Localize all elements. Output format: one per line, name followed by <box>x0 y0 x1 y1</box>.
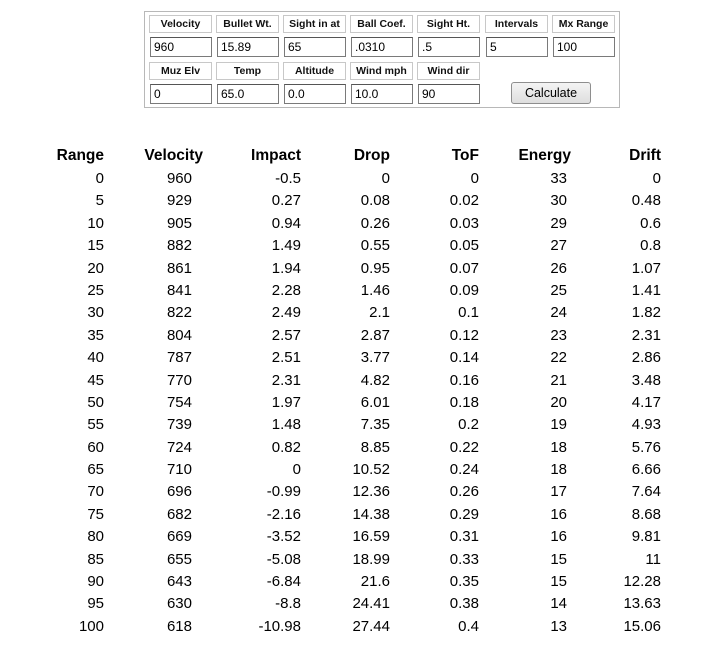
cell-impact: 1.97 <box>271 393 301 411</box>
cell-drift: 6.66 <box>631 461 661 479</box>
cell-energy: 13 <box>550 617 567 635</box>
cell-drop: 18.99 <box>352 550 390 568</box>
cell-drop: 6.01 <box>360 393 390 411</box>
cell-range: 50 <box>87 393 104 411</box>
cell-impact: -8.8 <box>275 595 301 613</box>
cell-impact: 0.82 <box>271 438 301 456</box>
cell-energy: 16 <box>550 528 567 546</box>
cell-drop: 4.82 <box>360 371 390 389</box>
table-row <box>0 370 703 392</box>
intervals-input[interactable] <box>486 37 548 57</box>
cell-drop: 0 <box>381 170 390 187</box>
altitude-label: Altitude <box>283 62 346 80</box>
cell-impact: 2.57 <box>271 326 301 344</box>
sight-in-input[interactable] <box>284 37 346 57</box>
cell-drift: 4.17 <box>631 393 661 411</box>
cell-impact: -5.08 <box>266 550 301 568</box>
table-row <box>0 280 703 302</box>
cell-tof: 0.26 <box>449 483 479 501</box>
cell-range: 80 <box>87 528 104 546</box>
cell-tof: 0.16 <box>449 371 479 389</box>
cell-energy: 22 <box>550 349 567 367</box>
cell-energy: 20 <box>550 393 567 411</box>
cell-range: 30 <box>87 304 104 322</box>
cell-range: 25 <box>87 281 104 299</box>
cell-velocity: 882 <box>166 237 192 255</box>
cell-energy: 26 <box>550 259 567 277</box>
cell-range: 85 <box>87 550 104 568</box>
table-row <box>0 616 703 638</box>
cell-velocity: 861 <box>166 259 192 277</box>
header-impact: Impact <box>251 147 301 164</box>
cell-drift: 5.76 <box>631 438 661 456</box>
cell-tof: 0.18 <box>449 393 479 411</box>
cell-tof: 0.12 <box>449 326 479 344</box>
cell-drift: 13.63 <box>623 595 661 613</box>
cell-drift: 12.28 <box>623 573 661 591</box>
table-row <box>0 571 703 593</box>
cell-tof: 0.07 <box>449 259 479 277</box>
cell-velocity: 754 <box>166 393 192 411</box>
wind-direction-input[interactable] <box>418 84 480 104</box>
cell-drift: 0 <box>652 170 661 187</box>
cell-velocity: 929 <box>166 192 192 210</box>
cell-impact: 1.48 <box>271 416 301 434</box>
cell-drop: 14.38 <box>352 505 390 523</box>
table-row <box>0 593 703 615</box>
cell-drop: 3.77 <box>360 349 390 367</box>
cell-drift: 1.07 <box>631 259 661 277</box>
cell-velocity: 724 <box>166 438 192 456</box>
cell-velocity: 696 <box>166 483 192 501</box>
cell-velocity: 960 <box>166 170 192 187</box>
cell-range: 70 <box>87 483 104 501</box>
cell-tof: 0.14 <box>449 349 479 367</box>
cell-range: 0 <box>95 170 104 187</box>
cell-range: 15 <box>87 237 104 255</box>
table-row <box>0 213 703 235</box>
cell-range: 75 <box>87 505 104 523</box>
cell-range: 95 <box>87 595 104 613</box>
cell-velocity: 630 <box>166 595 192 613</box>
cell-drop: 0.08 <box>360 192 390 210</box>
table-row <box>0 347 703 369</box>
cell-drift: 4.93 <box>631 416 661 434</box>
table-row <box>0 258 703 280</box>
table-row <box>0 302 703 324</box>
cell-drop: 1.46 <box>360 281 390 299</box>
table-row <box>0 549 703 571</box>
cell-drop: 8.85 <box>360 438 390 456</box>
ballistic-coef-input[interactable] <box>351 37 413 57</box>
intervals-label: Intervals <box>485 15 548 33</box>
cell-energy: 27 <box>550 237 567 255</box>
cell-drift: 9.81 <box>631 528 661 546</box>
temperature-label: Temp <box>216 62 279 80</box>
calculate-button[interactable]: Calculate <box>511 82 591 104</box>
cell-impact: 2.51 <box>271 349 301 367</box>
header-range: Range <box>56 147 104 164</box>
cell-drift: 0.48 <box>631 192 661 210</box>
cell-drop: 21.6 <box>360 573 390 591</box>
table-row <box>0 235 703 257</box>
velocity-input[interactable] <box>150 37 212 57</box>
muzzle-elevation-label: Muz Elv <box>149 62 212 80</box>
cell-velocity: 655 <box>166 550 192 568</box>
cell-range: 20 <box>87 259 104 277</box>
cell-range: 60 <box>87 438 104 456</box>
cell-tof: 0.02 <box>449 192 479 210</box>
cell-tof: 0 <box>470 170 479 187</box>
cell-drift: 11 <box>645 550 661 568</box>
sight-height-input[interactable] <box>418 37 480 57</box>
cell-drop: 2.87 <box>360 326 390 344</box>
max-range-input[interactable] <box>553 37 615 57</box>
cell-range: 40 <box>87 349 104 367</box>
cell-range: 35 <box>87 326 104 344</box>
cell-impact: -3.52 <box>266 528 301 546</box>
cell-energy: 18 <box>550 461 567 479</box>
cell-velocity: 770 <box>166 371 192 389</box>
cell-drift: 2.86 <box>631 349 661 367</box>
cell-tof: 0.38 <box>449 595 479 613</box>
bullet-weight-input[interactable] <box>217 37 279 57</box>
ballistics-results-table <box>0 144 703 638</box>
cell-energy: 18 <box>550 438 567 456</box>
cell-energy: 17 <box>550 483 567 501</box>
cell-tof: 0.33 <box>449 550 479 568</box>
cell-drop: 0.26 <box>360 214 390 232</box>
cell-tof: 0.2 <box>458 416 479 434</box>
cell-impact: 2.31 <box>271 371 301 389</box>
table-row <box>0 392 703 414</box>
cell-velocity: 682 <box>166 505 192 523</box>
header-drop: Drop <box>353 147 390 164</box>
cell-drop: 2.1 <box>369 304 390 322</box>
max-range-label: Mx Range <box>552 15 615 33</box>
cell-tof: 0.1 <box>458 304 479 322</box>
wind-speed-label: Wind mph <box>350 62 413 80</box>
cell-drift: 3.48 <box>631 371 661 389</box>
table-row <box>0 504 703 526</box>
cell-drift: 1.41 <box>631 281 661 299</box>
cell-drop: 16.59 <box>352 528 390 546</box>
table-row <box>0 414 703 436</box>
cell-velocity: 669 <box>166 528 192 546</box>
cell-impact: -0.5 <box>275 170 301 187</box>
cell-impact: 1.49 <box>271 237 301 255</box>
cell-velocity: 643 <box>166 573 192 591</box>
cell-tof: 0.22 <box>449 438 479 456</box>
cell-impact: -2.16 <box>266 505 301 523</box>
cell-drift: 15.06 <box>623 617 661 635</box>
bullet-weight-label: Bullet Wt. <box>216 15 279 33</box>
cell-impact: -6.84 <box>266 573 301 591</box>
wind-speed-input[interactable] <box>351 84 413 104</box>
cell-tof: 0.24 <box>449 461 479 479</box>
cell-tof: 0.35 <box>449 573 479 591</box>
cell-range: 10 <box>87 214 104 232</box>
cell-velocity: 618 <box>166 617 192 635</box>
cell-energy: 23 <box>550 326 567 344</box>
cell-impact: 2.28 <box>271 281 301 299</box>
cell-energy: 21 <box>550 371 567 389</box>
cell-drop: 7.35 <box>360 416 390 434</box>
cell-range: 90 <box>87 573 104 591</box>
cell-tof: 0.31 <box>449 528 479 546</box>
sight-height-label: Sight Ht. <box>417 15 480 33</box>
table-row <box>0 325 703 347</box>
cell-drop: 10.52 <box>352 461 390 479</box>
sight-in-label: Sight in at <box>283 15 346 33</box>
cell-drop: 0.55 <box>360 237 390 255</box>
cell-range: 65 <box>87 461 104 479</box>
cell-impact: 2.49 <box>271 304 301 322</box>
cell-energy: 15 <box>550 550 567 568</box>
cell-energy: 15 <box>550 573 567 591</box>
table-row <box>0 526 703 548</box>
cell-energy: 30 <box>550 192 567 210</box>
cell-velocity: 804 <box>166 326 192 344</box>
cell-drop: 0.95 <box>360 259 390 277</box>
cell-tof: 0.4 <box>458 617 479 635</box>
cell-drift: 2.31 <box>631 326 661 344</box>
cell-tof: 0.09 <box>449 281 479 299</box>
velocity-label: Velocity <box>149 15 212 33</box>
cell-tof: 0.03 <box>449 214 479 232</box>
cell-range: 45 <box>87 371 104 389</box>
cell-tof: 0.05 <box>449 237 479 255</box>
cell-drop: 27.44 <box>352 617 390 635</box>
cell-range: 5 <box>95 192 104 210</box>
cell-impact: 1.94 <box>271 259 301 277</box>
table-row <box>0 481 703 503</box>
cell-drift: 7.64 <box>631 483 661 501</box>
cell-drop: 24.41 <box>352 595 390 613</box>
cell-tof: 0.29 <box>449 505 479 523</box>
cell-velocity: 739 <box>166 416 192 434</box>
cell-velocity: 787 <box>166 349 192 367</box>
cell-range: 100 <box>78 617 104 635</box>
cell-drift: 0.8 <box>640 237 661 255</box>
cell-impact: 0 <box>292 461 301 479</box>
header-tof: ToF <box>451 147 479 164</box>
table-header-row <box>0 144 703 168</box>
cell-energy: 25 <box>550 281 567 299</box>
table-row <box>0 168 703 190</box>
ballistics-input-form <box>144 11 620 108</box>
wind-direction-label: Wind dir <box>417 62 480 80</box>
header-drift: Drift <box>629 147 661 164</box>
header-velocity: Velocity <box>144 147 203 164</box>
header-energy: Energy <box>518 147 571 164</box>
cell-impact: 0.94 <box>271 214 301 232</box>
cell-energy: 29 <box>550 214 567 232</box>
cell-velocity: 710 <box>166 461 192 479</box>
table-row <box>0 437 703 459</box>
cell-velocity: 841 <box>166 281 192 299</box>
cell-velocity: 822 <box>166 304 192 322</box>
cell-impact: 0.27 <box>271 192 301 210</box>
altitude-input[interactable] <box>284 84 346 104</box>
cell-energy: 16 <box>550 505 567 523</box>
cell-range: 55 <box>87 416 104 434</box>
cell-impact: -10.98 <box>258 617 301 635</box>
cell-velocity: 905 <box>166 214 192 232</box>
table-row <box>0 459 703 481</box>
cell-drift: 8.68 <box>631 505 661 523</box>
cell-drop: 12.36 <box>352 483 390 501</box>
cell-energy: 24 <box>550 304 567 322</box>
cell-energy: 19 <box>550 416 567 434</box>
muzzle-elevation-input[interactable] <box>150 84 212 104</box>
cell-drift: 0.6 <box>640 214 661 232</box>
cell-energy: 14 <box>550 595 567 613</box>
cell-impact: -0.99 <box>266 483 301 501</box>
table-row <box>0 190 703 212</box>
cell-energy: 33 <box>550 170 567 187</box>
cell-drift: 1.82 <box>631 304 661 322</box>
ballistic-coef-label: Ball Coef. <box>350 15 413 33</box>
temperature-input[interactable] <box>217 84 279 104</box>
